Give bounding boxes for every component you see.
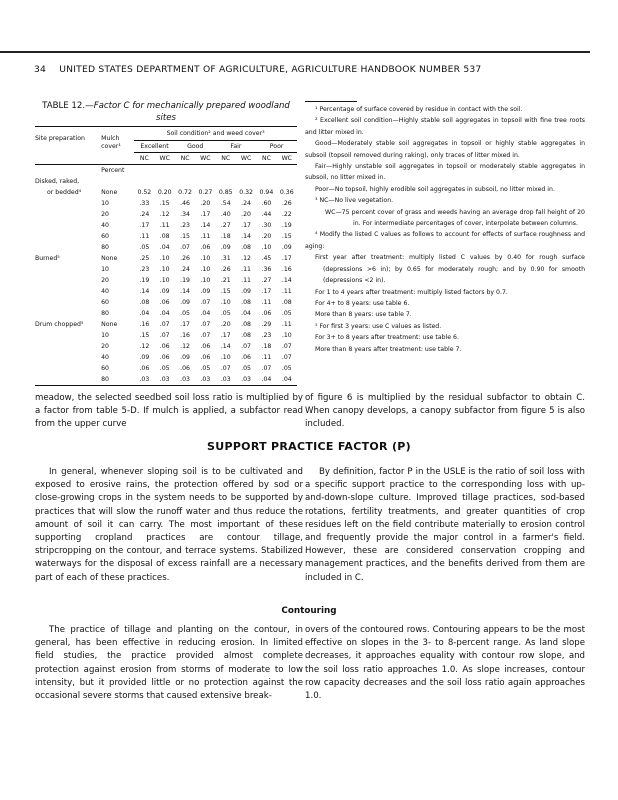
c-value: .07 [241, 343, 251, 350]
footnote: For 3+ to 8 years after treatment: use table 6. [315, 334, 459, 342]
c-value: .06 [261, 310, 272, 317]
c-value: .45 [261, 255, 272, 262]
col-sub: NC [139, 155, 149, 162]
c-value: .09 [180, 354, 190, 361]
c-value: .23 [261, 332, 272, 339]
group-label: Drum chopped⁵ [35, 321, 84, 328]
group-label [35, 242, 101, 253]
c-value: .20 [241, 211, 251, 218]
paragraph: of figure 6 is multiplied by the residual subfactor to obtain C. When canopy develops, a canopy subfactor from figure 5 is also included. [305, 393, 585, 430]
c-value: .29 [261, 321, 272, 328]
c-value: .21 [220, 277, 231, 284]
group-label [35, 308, 101, 319]
c-value: .05 [281, 365, 292, 372]
group-label: Burned⁵ [35, 255, 60, 262]
mulch-value: 40 [101, 288, 109, 295]
mulch-value: 10 [101, 266, 109, 273]
continued-text-left [35, 392, 303, 432]
group-label [35, 220, 101, 231]
c-value: .07 [200, 321, 211, 328]
table-row [35, 330, 297, 341]
c-value: .09 [220, 244, 231, 251]
c-value: .10 [220, 354, 231, 361]
paragraph: overs of the contoured rows. Contouring appears to be the most effective on slopes in the 3- to 8-percent range. As land slope decreases, it approaches equality with contour row slope, and the soil loss ratio approaches 1.0. As slope increases, contour row capacity decreases and the soil loss ratio again approaches 1.0. [305, 625, 585, 702]
c-value: .12 [241, 255, 251, 262]
c-value: 0.72 [178, 189, 192, 196]
table-caption: Factor C for mechanically prepared woodland sites [93, 101, 290, 123]
c-value: .04 [241, 310, 251, 317]
c-value: .14 [139, 288, 150, 295]
c-value: .15 [281, 233, 292, 240]
c-value: 0.52 [137, 189, 152, 196]
c-value: .15 [180, 233, 190, 240]
col-sub: NC [221, 155, 231, 162]
c-value: .12 [159, 211, 170, 218]
c-value: .04 [261, 376, 272, 383]
c-value: .11 [139, 233, 150, 240]
c-value: .54 [220, 200, 231, 207]
c-value: .17 [241, 222, 251, 229]
table-row [35, 352, 297, 363]
c-value: .12 [139, 343, 150, 350]
c-value: .11 [159, 222, 170, 229]
c-value: .26 [180, 255, 190, 262]
c-value: .31 [220, 255, 231, 262]
table-row [35, 286, 297, 297]
footnote: For 4+ to 8 years: use table 6. [315, 299, 410, 307]
c-value: .60 [261, 200, 272, 207]
c-value: .04 [281, 376, 292, 383]
c-value: .09 [139, 354, 150, 361]
group-label [35, 341, 101, 352]
c-value: .17 [261, 288, 272, 295]
c-value: .08 [241, 244, 251, 251]
c-value: .10 [159, 255, 170, 262]
group-label: or bedded⁴ [47, 189, 82, 196]
footnote: ² Excellent soil condition—Highly stable soil aggregates in topsoil with fine tree roots and litter mixed in. [305, 117, 585, 136]
footnote: ³ NC—No live vegetation. [315, 197, 394, 205]
c-value: .10 [200, 255, 211, 262]
footnote: Fair—Highly unstable soil aggregates in topsoil or moderately stable aggregates in subsoil, no litter mixed in. [305, 163, 585, 182]
c-value: .06 [159, 354, 170, 361]
c-value: .03 [241, 376, 251, 383]
mulch-value: None [101, 255, 118, 262]
c-value: .18 [261, 343, 272, 350]
table-row [35, 341, 297, 352]
mulch-value: 40 [101, 222, 109, 229]
c-value: .03 [220, 376, 231, 383]
c-value: .03 [180, 376, 190, 383]
c-value: .15 [139, 332, 150, 339]
col-condition: Fair [230, 143, 242, 150]
c-value: .34 [180, 211, 190, 218]
c-value: .05 [241, 365, 251, 372]
mulch-value: 10 [101, 200, 109, 207]
c-value: .07 [200, 299, 211, 306]
c-value: .17 [139, 222, 150, 229]
mulch-value: 20 [101, 343, 109, 350]
group-label [35, 352, 101, 363]
table-row [35, 308, 297, 319]
table-number: TABLE 12.— [42, 101, 94, 111]
group-label [35, 231, 101, 242]
c-factor-table [35, 126, 297, 386]
c-value: .19 [180, 277, 190, 284]
col-sub: NC [180, 155, 190, 162]
unit-row [35, 165, 297, 177]
c-value: 0.32 [239, 189, 253, 196]
table-row [35, 264, 297, 275]
c-value: .07 [281, 343, 292, 350]
c-value: 0.27 [198, 189, 213, 196]
c-value: .06 [200, 354, 211, 361]
c-value: .33 [139, 200, 150, 207]
c-value: .07 [200, 332, 211, 339]
c-value: .11 [200, 233, 211, 240]
footnote: For 1 to 4 years after treatment: multiply listed factors by 0.7. [315, 288, 508, 296]
mulch-value: 20 [101, 211, 109, 218]
c-value: 0.36 [279, 189, 294, 196]
c-value: .04 [159, 310, 170, 317]
col-sub: WC [159, 155, 170, 162]
c-value: .05 [159, 365, 170, 372]
paragraph: meadow, the selected seedbed soil loss ratio is multiplied by a factor from table 5-D. If mulch is applied, a subfactor read from the upper curve [35, 393, 303, 430]
mulch-value: 80 [101, 310, 109, 317]
table-title [35, 100, 297, 124]
c-value: .20 [261, 233, 272, 240]
c-value: .24 [139, 211, 150, 218]
c-value: .16 [180, 332, 190, 339]
c-value: .10 [159, 266, 170, 273]
c-value: .16 [139, 321, 150, 328]
footnote: ⁵ For first 3 years: use C values as listed. [315, 322, 442, 330]
c-value: .14 [180, 288, 190, 295]
mulch-value: 10 [101, 332, 109, 339]
c-value: .03 [159, 376, 170, 383]
c-value: .06 [180, 365, 190, 372]
footnote: ⁴ Modify the listed C values as follows to account for effects of surface roughness and aging: [305, 231, 585, 250]
c-value: 0.85 [218, 189, 233, 196]
col-soil-condition: Soil condition² and weed cover³ [134, 127, 297, 141]
c-value: .05 [200, 365, 211, 372]
c-value: .26 [220, 266, 231, 273]
c-value: .10 [281, 332, 292, 339]
c-value: .11 [281, 321, 292, 328]
group-label [35, 286, 101, 297]
c-value: .07 [261, 365, 272, 372]
footnote: Poor—No topsoil, highly erodible soil aggregates in subsoil, no litter mixed in. [315, 185, 555, 193]
c-value: .10 [200, 266, 211, 273]
table-row [35, 209, 297, 220]
c-value: .07 [281, 354, 292, 361]
support-right [305, 466, 585, 585]
col-sub: NC [261, 155, 271, 162]
c-value: .27 [220, 222, 231, 229]
page-number: 34 [34, 64, 47, 75]
c-value: .24 [241, 200, 251, 207]
group-label [35, 209, 101, 220]
c-value: .05 [281, 310, 292, 317]
c-value: .23 [180, 222, 190, 229]
c-value: .25 [139, 255, 150, 262]
footnote: More than 8 years after treatment: use table 7. [315, 345, 462, 353]
c-value: .05 [139, 244, 150, 251]
col-site-preparation: Site preparation [35, 135, 85, 142]
c-value: .04 [139, 310, 150, 317]
group-label [35, 363, 101, 374]
table-footnotes [305, 104, 585, 355]
mulch-value: None [101, 189, 118, 196]
group-label [35, 198, 101, 209]
c-value: .17 [220, 332, 231, 339]
c-value: .22 [281, 211, 292, 218]
footnote: WC—75 percent cover of grass and weeds having an average drop fall height of 20 in. For intermediate percentages of cover, interpolate between columns. [325, 208, 585, 228]
c-value: .15 [159, 200, 170, 207]
c-value: .06 [241, 354, 251, 361]
c-value: .11 [261, 299, 272, 306]
c-value: .40 [220, 211, 231, 218]
group-label: Disked, raked, [35, 178, 80, 185]
footnote-rule [305, 101, 357, 102]
c-value: .14 [200, 222, 211, 229]
mulch-value: 60 [101, 299, 109, 306]
col-condition: Excellent [140, 143, 169, 150]
col-sub: WC [200, 155, 211, 162]
mulch-value: None [101, 321, 118, 328]
c-value: .10 [200, 277, 211, 284]
mulch-value: 20 [101, 277, 109, 284]
table-row [35, 374, 297, 386]
paragraph: In general, whenever sloping soil is to be cultivated and exposed to erosive rains, the protection offered by sod or close-growing crops in the system needs to be supported by practices that will slow the runoff water and thus reduce the amount of soil it can carry. The most important of these supporting cropland practices are contour tillage, stripcropping on the contour, and terrace systems. Stabilized waterways for the disposal of excess rainfall are a necessary part of each of these practices. [35, 467, 303, 583]
paragraph: By definition, factor P in the USLE is the ratio of soil loss with a specific support practice to the corresponding loss with up-and-down-slope culture. Improved tillage practices, sod-based rotations, fertility treatments, and greater quantities of crop residues left on the field contribute materially to erosion control and frequently provide the major control in a farmer's field. However, these are considered conservation cropping and management practices, and the benefits derived from them are included in C. [305, 467, 585, 583]
col-condition: Good [187, 143, 204, 150]
mulch-value: 60 [101, 365, 109, 372]
table-row [35, 275, 297, 286]
c-value: .23 [139, 266, 150, 273]
table-row [35, 319, 297, 330]
unit-label: Percent [101, 167, 125, 174]
c-value: .44 [261, 211, 272, 218]
group-label [35, 264, 101, 275]
subsection-heading: Contouring [281, 606, 337, 616]
c-value: .03 [139, 376, 150, 383]
c-value: .07 [220, 365, 231, 372]
col-sub: WC [240, 155, 252, 162]
contouring-left [35, 624, 303, 703]
group-label-row [35, 176, 297, 187]
table-row [35, 198, 297, 209]
table-row [35, 242, 297, 253]
c-value: 0.94 [259, 189, 274, 196]
c-value: .14 [241, 233, 251, 240]
c-value: .08 [241, 332, 251, 339]
c-value: .08 [159, 233, 170, 240]
c-value: .09 [281, 244, 292, 251]
c-value: .06 [200, 244, 211, 251]
table-row [35, 363, 297, 374]
paragraph: The practice of tillage and planting on the contour, in general, has been effective in reducing erosion. In limited field studies, the practice provided almost complete protection against erosion from storms of moderate to low intensity, but it provided little or no protection against the occasional severe storms that caused extensive break- [35, 625, 303, 702]
c-value: .06 [159, 299, 170, 306]
support-left [35, 466, 303, 585]
table-row [35, 220, 297, 231]
c-value: .11 [261, 354, 272, 361]
mulch-value: 80 [101, 244, 109, 251]
c-value: .19 [139, 277, 150, 284]
section-heading: SUPPORT PRACTICE FACTOR (P) [207, 440, 411, 453]
col-mulch-cover: Mulch cover¹ [101, 135, 121, 150]
c-value: .10 [159, 277, 170, 284]
c-value: .08 [241, 299, 251, 306]
c-value: .46 [180, 200, 190, 207]
c-value: .10 [261, 244, 272, 251]
c-value: .17 [200, 211, 211, 218]
c-value: .09 [180, 299, 190, 306]
c-value: .30 [261, 222, 272, 229]
c-value: .11 [241, 266, 251, 273]
c-value: .09 [241, 288, 251, 295]
c-value: .07 [159, 332, 170, 339]
c-value: .17 [281, 255, 292, 262]
c-value: .05 [220, 310, 231, 317]
group-label [35, 297, 101, 308]
c-value: .09 [200, 288, 211, 295]
c-value: .27 [261, 277, 272, 284]
running-header [34, 64, 481, 75]
table-row [35, 297, 297, 308]
c-value: .11 [241, 277, 251, 284]
c-value: .11 [281, 288, 292, 295]
c-value: .14 [281, 277, 292, 284]
c-value: .05 [180, 310, 190, 317]
table-row [35, 231, 297, 242]
c-value: .17 [180, 321, 190, 328]
col-condition: Poor [269, 143, 284, 150]
c-value: .04 [159, 244, 170, 251]
contouring-right [305, 624, 585, 703]
c-value: .16 [281, 266, 292, 273]
c-value: .20 [220, 321, 231, 328]
c-value: .12 [180, 343, 190, 350]
footnote: First year after treatment: multiply listed C values by 0.40 for rough surface (depressions >6 in); by 0.65 for moderately rough; and by 0.90 for smooth (depressions <2 in). [315, 254, 585, 285]
continued-text-right [305, 392, 585, 432]
c-value: .10 [220, 299, 231, 306]
c-value: .06 [200, 343, 211, 350]
c-value: .26 [281, 200, 292, 207]
c-value: .08 [139, 299, 150, 306]
table-row [35, 253, 297, 264]
header-title: UNITED STATES DEPARTMENT OF AGRICULTURE, AGRICULTURE HANDBOOK NUMBER 537 [59, 64, 482, 75]
footnote: Good—Moderately stable soil aggregates in topsoil or highly stable aggregates in subsoil (topsoil removed during raking), only traces of litter mixed in. [305, 140, 585, 159]
group-label [35, 275, 101, 286]
c-value: .15 [220, 288, 231, 295]
c-value: .07 [159, 321, 170, 328]
c-value: .07 [180, 244, 190, 251]
c-value: .08 [281, 299, 292, 306]
c-value: .06 [159, 343, 170, 350]
group-label [35, 374, 101, 386]
col-sub: WC [281, 155, 293, 162]
c-value: .06 [139, 365, 150, 372]
mulch-value: 60 [101, 233, 109, 240]
c-value: .08 [241, 321, 251, 328]
c-value: .24 [180, 266, 190, 273]
c-value: 0.20 [157, 189, 172, 196]
table-row [35, 187, 297, 198]
c-value: .20 [200, 200, 211, 207]
footnote: More than 8 years: use table 7. [315, 311, 412, 319]
c-value: .19 [281, 222, 292, 229]
c-value: .36 [261, 266, 272, 273]
mulch-value: 80 [101, 376, 109, 383]
c-value: .14 [220, 343, 231, 350]
top-rule [0, 51, 590, 53]
c-value: .18 [220, 233, 231, 240]
mulch-value: 40 [101, 354, 109, 361]
c-value: .03 [200, 376, 211, 383]
group-label [35, 330, 101, 341]
footnote: ¹ Percentage of surface covered by residue in contact with the soil. [315, 106, 523, 113]
c-value: .04 [200, 310, 211, 317]
c-value: .09 [159, 288, 170, 295]
